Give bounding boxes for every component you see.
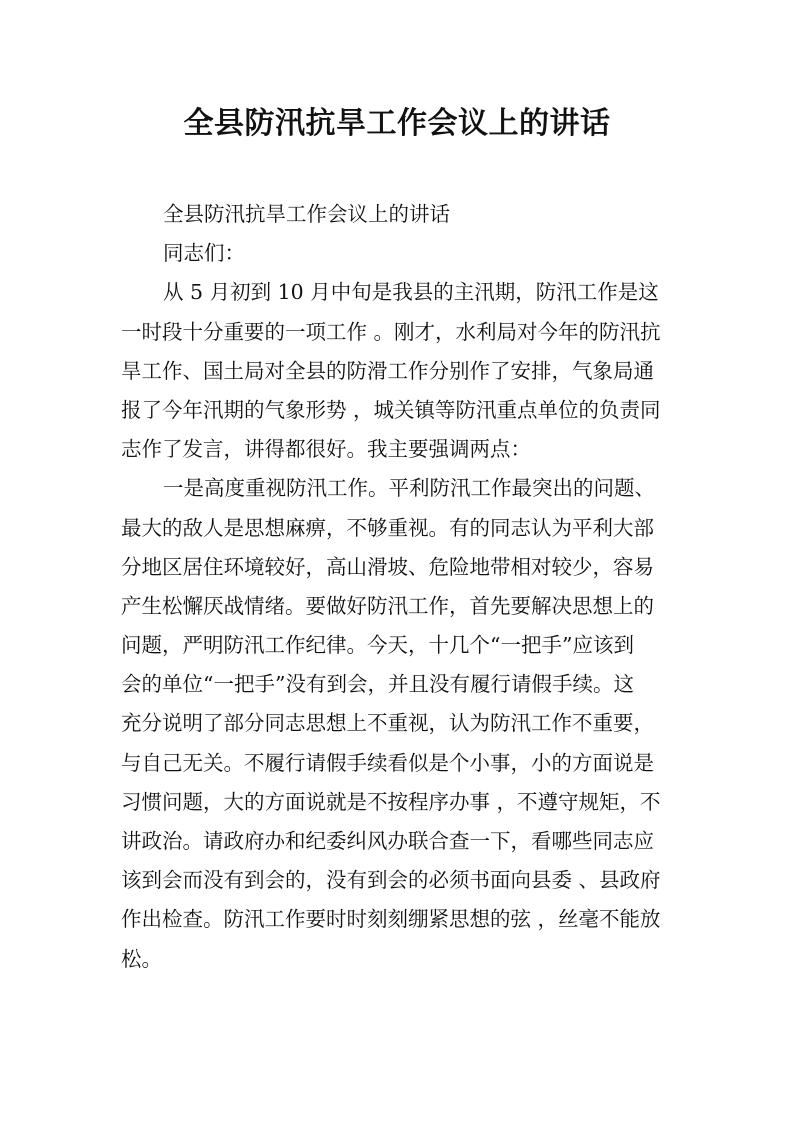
paragraph-line: 一是高度重视防汛工作。平利防汛工作最突出的问题、 bbox=[163, 476, 655, 501]
paragraph-line: 志作了发言，讲得都很好。我主要强调两点： bbox=[121, 437, 531, 462]
paragraph-line: 作出检查。防汛工作要时时刻刻绷紧思想的弦 ，丝毫不能放 bbox=[121, 907, 661, 932]
paragraph-line: 问题，严明防汛工作纪律。今天，十几个“一把手”应该到 bbox=[121, 633, 634, 658]
document-title: 全县防汛抗旱工作会议上的讲话 bbox=[183, 106, 611, 141]
salutation-line: 同志们： bbox=[163, 241, 245, 266]
paragraph-line: 分地区居住环境较好，高山滑坡、危险地带相对较少，容易 bbox=[121, 554, 654, 579]
paragraph-line: 充分说明了部分同志思想上不重视，认为防汛工作不重要， bbox=[121, 711, 654, 736]
paragraph-line: 会的单位“一把手”没有到会，并且没有履行请假手续。这 bbox=[121, 672, 634, 697]
paragraph-line: 习惯问题，大的方面说就是不按程序办事 ，不遵守规矩，不 bbox=[121, 789, 661, 814]
paragraph-line: 该到会而没有到会的，没有到会的必须书面向县委 、县政府 bbox=[121, 868, 661, 893]
paragraph-line: 产生松懈厌战情绪。要做好防汛工作，首先要解决思想上的 bbox=[121, 593, 654, 618]
paragraph-line: 最大的敌人是思想麻痹，不够重视。有的同志认为平利大部 bbox=[121, 515, 654, 540]
paragraph-line: 与自己无关。不履行请假手续看似是个小事，小的方面说是 bbox=[121, 750, 654, 775]
paragraph-line: 一时段十分重要的一项工作 。刚才，水利局对今年的防汛抗 bbox=[121, 319, 661, 344]
paragraph-line: 报了今年汛期的气象形势 ，城关镇等防汛重点单位的负责同 bbox=[121, 397, 661, 422]
paragraph-line: 旱工作、国土局对全县的防滑工作分别作了安排，气象局通 bbox=[121, 358, 654, 383]
paragraph-line: 讲政治。请政府办和纪委纠风办联合查一下，看哪些同志应 bbox=[121, 829, 654, 853]
paragraph-line: 从 5 月初到 10 月中旬是我县的主汛期，防汛工作是这 bbox=[163, 280, 659, 305]
paragraph-line: 松。 bbox=[121, 946, 162, 971]
document-body bbox=[121, 195, 691, 979]
subtitle-line: 全县防汛抗旱工作会议上的讲话 bbox=[163, 202, 450, 226]
